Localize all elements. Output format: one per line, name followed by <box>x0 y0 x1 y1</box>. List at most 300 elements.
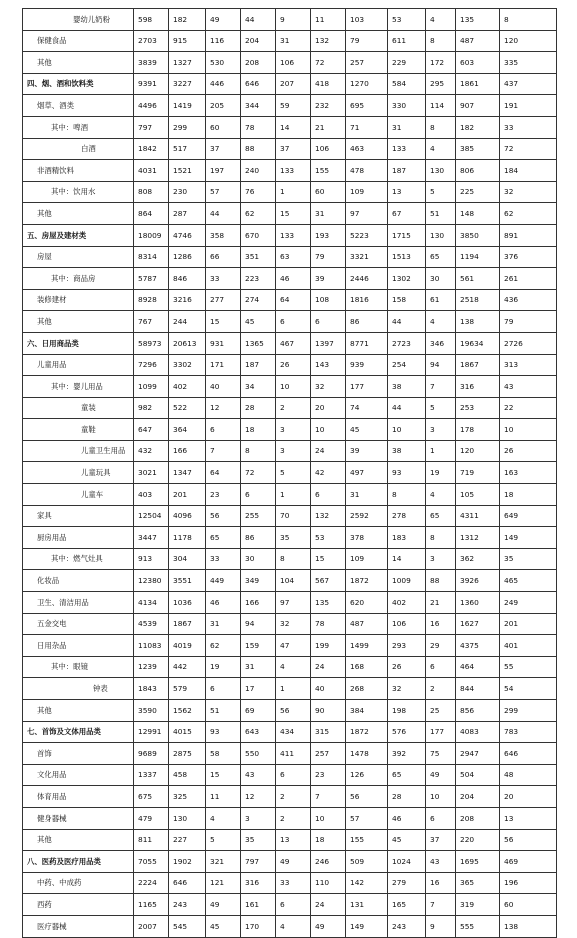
table-row <box>23 592 557 614</box>
table-cell: 20 <box>311 397 346 419</box>
table-cell: 60 <box>206 116 241 138</box>
table-cell: 133 <box>388 138 426 160</box>
table-cell: 1327 <box>169 52 206 74</box>
row-label: 日用杂品 <box>23 635 134 657</box>
table-cell: 30 <box>426 268 456 290</box>
row-label: 家具 <box>23 505 134 527</box>
table-cell: 392 <box>388 743 426 765</box>
table-cell: 130 <box>426 160 456 182</box>
table-cell: 207 <box>276 73 311 95</box>
table-cell: 1478 <box>346 743 388 765</box>
table-cell: 1286 <box>169 246 206 268</box>
table-cell: 385 <box>456 138 500 160</box>
table-cell: 463 <box>346 138 388 160</box>
table-cell: 647 <box>134 419 169 441</box>
table-cell: 5223 <box>346 224 388 246</box>
table-cell: 915 <box>169 30 206 52</box>
table-cell: 32 <box>276 613 311 635</box>
table-cell: 1302 <box>388 268 426 290</box>
table-cell: 155 <box>346 829 388 851</box>
table-cell: 545 <box>169 915 206 937</box>
table-cell: 4 <box>426 311 456 333</box>
table-cell: 584 <box>388 73 426 95</box>
table-cell: 208 <box>456 807 500 829</box>
table-cell: 37 <box>206 138 241 160</box>
table-cell: 86 <box>346 311 388 333</box>
table-cell: 1337 <box>134 764 169 786</box>
table-cell: 620 <box>346 592 388 614</box>
table-cell: 166 <box>169 440 206 462</box>
table-cell: 4 <box>426 138 456 160</box>
table-cell: 26 <box>276 354 311 376</box>
table-cell: 891 <box>500 224 557 246</box>
table-cell: 7 <box>206 440 241 462</box>
table-cell: 4496 <box>134 95 169 117</box>
table-cell: 5 <box>426 181 456 203</box>
table-cell: 797 <box>134 116 169 138</box>
table-cell: 35 <box>500 548 557 570</box>
table-cell: 106 <box>311 138 346 160</box>
table-cell: 315 <box>311 721 346 743</box>
table-cell: 12 <box>241 786 276 808</box>
table-cell: 205 <box>206 95 241 117</box>
table-cell: 45 <box>388 829 426 851</box>
table-cell: 86 <box>241 527 276 549</box>
table-cell: 246 <box>311 851 346 873</box>
table-cell: 6 <box>206 419 241 441</box>
table-row <box>23 786 557 808</box>
table-cell: 458 <box>169 764 206 786</box>
table-cell: 6 <box>311 484 346 506</box>
table-cell: 43 <box>241 764 276 786</box>
table-cell: 3021 <box>134 462 169 484</box>
table-cell: 255 <box>241 505 276 527</box>
table-cell: 184 <box>500 160 557 182</box>
table-cell: 126 <box>346 764 388 786</box>
row-label: 体育用品 <box>23 786 134 808</box>
table-cell: 1816 <box>346 289 388 311</box>
table-cell: 1365 <box>241 332 276 354</box>
table-cell: 611 <box>388 30 426 52</box>
table-cell: 54 <box>500 678 557 700</box>
table-cell: 35 <box>276 527 311 549</box>
table-cell: 2 <box>276 397 311 419</box>
table-row <box>23 851 557 873</box>
table-cell: 56 <box>500 829 557 851</box>
table-cell: 3216 <box>169 289 206 311</box>
table-cell: 31 <box>346 484 388 506</box>
table-cell: 39 <box>311 268 346 290</box>
table-cell: 11 <box>311 9 346 31</box>
row-label: 七、首饰及文体用品类 <box>23 721 134 743</box>
table-row <box>23 721 557 743</box>
table-cell: 159 <box>241 635 276 657</box>
table-row <box>23 807 557 829</box>
table-cell: 143 <box>311 354 346 376</box>
table-row <box>23 332 557 354</box>
table-cell: 79 <box>500 311 557 333</box>
table-cell: 299 <box>500 700 557 722</box>
table-cell: 330 <box>388 95 426 117</box>
table-cell: 94 <box>241 613 276 635</box>
row-label: 文化用品 <box>23 764 134 786</box>
table-cell: 982 <box>134 397 169 419</box>
table-cell: 26 <box>500 440 557 462</box>
row-label: 健身器械 <box>23 807 134 829</box>
row-label: 童装 <box>23 397 134 419</box>
table-cell: 261 <box>500 268 557 290</box>
table-cell: 1562 <box>169 700 206 722</box>
table-cell: 56 <box>346 786 388 808</box>
table-cell: 161 <box>241 894 276 916</box>
table-cell: 170 <box>241 915 276 937</box>
table-cell: 28 <box>388 786 426 808</box>
table-cell: 108 <box>311 289 346 311</box>
table-cell: 5 <box>276 462 311 484</box>
table-cell: 931 <box>206 332 241 354</box>
table-cell: 21 <box>311 116 346 138</box>
table-cell: 74 <box>346 397 388 419</box>
row-label: 其他 <box>23 829 134 851</box>
table-cell: 7296 <box>134 354 169 376</box>
table-cell: 10 <box>500 419 557 441</box>
row-label: 西药 <box>23 894 134 916</box>
table-row <box>23 354 557 376</box>
table-cell: 178 <box>456 419 500 441</box>
table-cell: 576 <box>388 721 426 743</box>
table-cell: 4 <box>426 9 456 31</box>
table-cell: 227 <box>169 829 206 851</box>
row-label: 其中：眼镜 <box>23 656 134 678</box>
table-cell: 208 <box>241 52 276 74</box>
table-cell: 2703 <box>134 30 169 52</box>
table-cell: 26 <box>388 656 426 678</box>
table-cell: 31 <box>311 203 346 225</box>
table-cell: 1902 <box>169 851 206 873</box>
table-cell: 2 <box>426 678 456 700</box>
table-cell: 351 <box>241 246 276 268</box>
table-cell: 1009 <box>388 570 426 592</box>
table-cell: 12991 <box>134 721 169 743</box>
table-cell: 550 <box>241 743 276 765</box>
table-cell: 243 <box>169 894 206 916</box>
table-cell: 10 <box>276 376 311 398</box>
table-cell: 3926 <box>456 570 500 592</box>
table-cell: 10 <box>311 807 346 829</box>
table-cell: 14 <box>276 116 311 138</box>
table-row <box>23 181 557 203</box>
table-cell: 287 <box>169 203 206 225</box>
table-row <box>23 289 557 311</box>
table-row <box>23 570 557 592</box>
table-row <box>23 203 557 225</box>
table-cell: 18 <box>311 829 346 851</box>
table-cell: 811 <box>134 829 169 851</box>
table-cell: 24 <box>311 656 346 678</box>
table-cell: 806 <box>456 160 500 182</box>
table-cell: 232 <box>311 95 346 117</box>
table-cell: 12504 <box>134 505 169 527</box>
table-cell: 94 <box>426 354 456 376</box>
table-cell: 364 <box>169 419 206 441</box>
table-cell: 5787 <box>134 268 169 290</box>
table-cell: 79 <box>346 30 388 52</box>
row-label: 其他 <box>23 203 134 225</box>
table-cell: 856 <box>456 700 500 722</box>
table-cell: 325 <box>169 786 206 808</box>
table-cell: 13 <box>276 829 311 851</box>
table-cell: 183 <box>388 527 426 549</box>
table-cell: 142 <box>346 872 388 894</box>
table-cell: 4539 <box>134 613 169 635</box>
table-cell: 378 <box>346 527 388 549</box>
table-cell: 33 <box>206 268 241 290</box>
table-cell: 58973 <box>134 332 169 354</box>
table-cell: 24 <box>311 440 346 462</box>
table-cell: 1312 <box>456 527 500 549</box>
table-cell: 244 <box>169 311 206 333</box>
table-cell: 30 <box>241 548 276 570</box>
table-cell: 6 <box>276 311 311 333</box>
table-row <box>23 915 557 937</box>
table-cell: 487 <box>346 613 388 635</box>
table-cell: 45 <box>206 915 241 937</box>
table-cell: 42 <box>311 462 346 484</box>
table-cell: 31 <box>276 30 311 52</box>
table-cell: 32 <box>311 376 346 398</box>
table-cell: 846 <box>169 268 206 290</box>
table-cell: 40 <box>206 376 241 398</box>
table-cell: 6 <box>241 484 276 506</box>
table-cell: 1627 <box>456 613 500 635</box>
table-cell: 1024 <box>388 851 426 873</box>
row-label: 厨房用品 <box>23 527 134 549</box>
table-cell: 7 <box>311 786 346 808</box>
table-cell: 3321 <box>346 246 388 268</box>
table-cell: 4 <box>426 484 456 506</box>
table-cell: 45 <box>346 419 388 441</box>
table-cell: 1 <box>276 484 311 506</box>
row-label: 房屋 <box>23 246 134 268</box>
table-cell: 171 <box>206 354 241 376</box>
table-cell: 2592 <box>346 505 388 527</box>
table-cell: 1867 <box>456 354 500 376</box>
table-cell: 131 <box>346 894 388 916</box>
table-cell: 783 <box>500 721 557 743</box>
row-label: 六、日用商品类 <box>23 332 134 354</box>
table-cell: 478 <box>346 160 388 182</box>
table-cell: 16 <box>426 613 456 635</box>
table-cell: 579 <box>169 678 206 700</box>
table-cell: 2947 <box>456 743 500 765</box>
table-cell: 196 <box>500 872 557 894</box>
table-cell: 649 <box>500 505 557 527</box>
table-cell: 148 <box>456 203 500 225</box>
table-cell: 49 <box>276 851 311 873</box>
row-label: 儿童用品 <box>23 354 134 376</box>
table-cell: 48 <box>500 764 557 786</box>
table-cell: 49 <box>206 9 241 31</box>
table-cell: 1178 <box>169 527 206 549</box>
table-cell: 504 <box>456 764 500 786</box>
table-cell: 90 <box>311 700 346 722</box>
table-cell: 509 <box>346 851 388 873</box>
table-cell: 155 <box>311 160 346 182</box>
table-cell: 319 <box>456 894 500 916</box>
table-cell: 411 <box>276 743 311 765</box>
table-cell: 138 <box>500 915 557 937</box>
table-cell: 132 <box>311 505 346 527</box>
table-cell: 223 <box>241 268 276 290</box>
table-cell: 225 <box>456 181 500 203</box>
table-cell: 1872 <box>346 721 388 743</box>
table-cell: 64 <box>276 289 311 311</box>
table-cell: 603 <box>456 52 500 74</box>
table-cell: 643 <box>241 721 276 743</box>
row-label: 五、房屋及建材类 <box>23 224 134 246</box>
table-cell: 16 <box>426 872 456 894</box>
table-cell: 8314 <box>134 246 169 268</box>
table-cell: 11083 <box>134 635 169 657</box>
table-row <box>23 73 557 95</box>
table-cell: 2007 <box>134 915 169 937</box>
table-cell: 278 <box>388 505 426 527</box>
table-cell: 3839 <box>134 52 169 74</box>
table-row <box>23 224 557 246</box>
row-label: 童鞋 <box>23 419 134 441</box>
table-cell: 844 <box>456 678 500 700</box>
row-label: 其中：燃气灶具 <box>23 548 134 570</box>
table-cell: 15 <box>311 548 346 570</box>
table-cell: 39 <box>346 440 388 462</box>
table-cell: 10 <box>388 419 426 441</box>
table-cell: 149 <box>500 527 557 549</box>
row-label: 中药、中成药 <box>23 872 134 894</box>
table-cell: 204 <box>456 786 500 808</box>
table-cell: 45 <box>241 311 276 333</box>
table-cell: 8771 <box>346 332 388 354</box>
table-cell: 97 <box>346 203 388 225</box>
table-cell: 32 <box>500 181 557 203</box>
table-cell: 88 <box>426 570 456 592</box>
table-cell: 64 <box>206 462 241 484</box>
table-row <box>23 376 557 398</box>
table-row <box>23 505 557 527</box>
table-cell: 1239 <box>134 656 169 678</box>
row-label: 化妆品 <box>23 570 134 592</box>
table-cell: 229 <box>388 52 426 74</box>
table-cell: 299 <box>169 116 206 138</box>
table-row <box>23 872 557 894</box>
table-cell: 4083 <box>456 721 500 743</box>
table-cell: 1036 <box>169 592 206 614</box>
table-cell: 7055 <box>134 851 169 873</box>
table-cell: 567 <box>311 570 346 592</box>
table-cell: 22 <box>500 397 557 419</box>
table-cell: 177 <box>426 721 456 743</box>
row-label: 儿童玩具 <box>23 462 134 484</box>
table-cell: 6 <box>426 656 456 678</box>
row-label: 卫生、清洁用品 <box>23 592 134 614</box>
table-cell: 72 <box>311 52 346 74</box>
table-cell: 199 <box>311 635 346 657</box>
table-cell: 23 <box>311 764 346 786</box>
table-cell: 78 <box>311 613 346 635</box>
row-label: 其中：饮用水 <box>23 181 134 203</box>
table-cell: 168 <box>346 656 388 678</box>
table-cell: 4746 <box>169 224 206 246</box>
table-cell: 4134 <box>134 592 169 614</box>
table-cell: 9391 <box>134 73 169 95</box>
table-cell: 6 <box>311 311 346 333</box>
table-cell: 15 <box>276 203 311 225</box>
table-cell: 467 <box>276 332 311 354</box>
table-body <box>23 9 557 938</box>
table-cell: 4 <box>276 915 311 937</box>
table-cell: 97 <box>276 592 311 614</box>
table-cell: 3850 <box>456 224 500 246</box>
table-cell: 37 <box>426 829 456 851</box>
table-cell: 2518 <box>456 289 500 311</box>
table-row <box>23 30 557 52</box>
table-cell: 555 <box>456 915 500 937</box>
table-cell: 437 <box>500 73 557 95</box>
table-cell: 446 <box>206 73 241 95</box>
table-row <box>23 419 557 441</box>
table-cell: 19 <box>426 462 456 484</box>
table-cell: 230 <box>169 181 206 203</box>
table-cell: 51 <box>206 700 241 722</box>
table-cell: 220 <box>456 829 500 851</box>
table-cell: 35 <box>241 829 276 851</box>
table-cell: 133 <box>276 224 311 246</box>
table-cell: 18009 <box>134 224 169 246</box>
table-cell: 12380 <box>134 570 169 592</box>
table-cell: 1521 <box>169 160 206 182</box>
row-label: 医疗器械 <box>23 915 134 937</box>
table-cell: 767 <box>134 311 169 333</box>
table-cell: 15 <box>206 311 241 333</box>
table-row <box>23 743 557 765</box>
table-cell: 25 <box>426 700 456 722</box>
table-cell: 72 <box>500 138 557 160</box>
table-cell: 53 <box>311 527 346 549</box>
table-cell: 12 <box>206 397 241 419</box>
table-cell: 442 <box>169 656 206 678</box>
table-row <box>23 678 557 700</box>
table-cell: 2875 <box>169 743 206 765</box>
table-cell: 335 <box>500 52 557 74</box>
table-cell: 3 <box>276 419 311 441</box>
table-cell: 240 <box>241 160 276 182</box>
table-cell: 149 <box>346 915 388 937</box>
table-cell: 130 <box>169 807 206 829</box>
table-cell: 9 <box>426 915 456 937</box>
table-cell: 71 <box>346 116 388 138</box>
table-cell: 6 <box>206 678 241 700</box>
table-cell: 43 <box>500 376 557 398</box>
table-cell: 4096 <box>169 505 206 527</box>
row-label: 其他 <box>23 700 134 722</box>
table-cell: 3447 <box>134 527 169 549</box>
table-cell: 346 <box>426 332 456 354</box>
table-cell: 177 <box>346 376 388 398</box>
table-cell: 46 <box>206 592 241 614</box>
table-cell: 418 <box>311 73 346 95</box>
table-cell: 60 <box>500 894 557 916</box>
table-cell: 56 <box>206 505 241 527</box>
table-row <box>23 95 557 117</box>
